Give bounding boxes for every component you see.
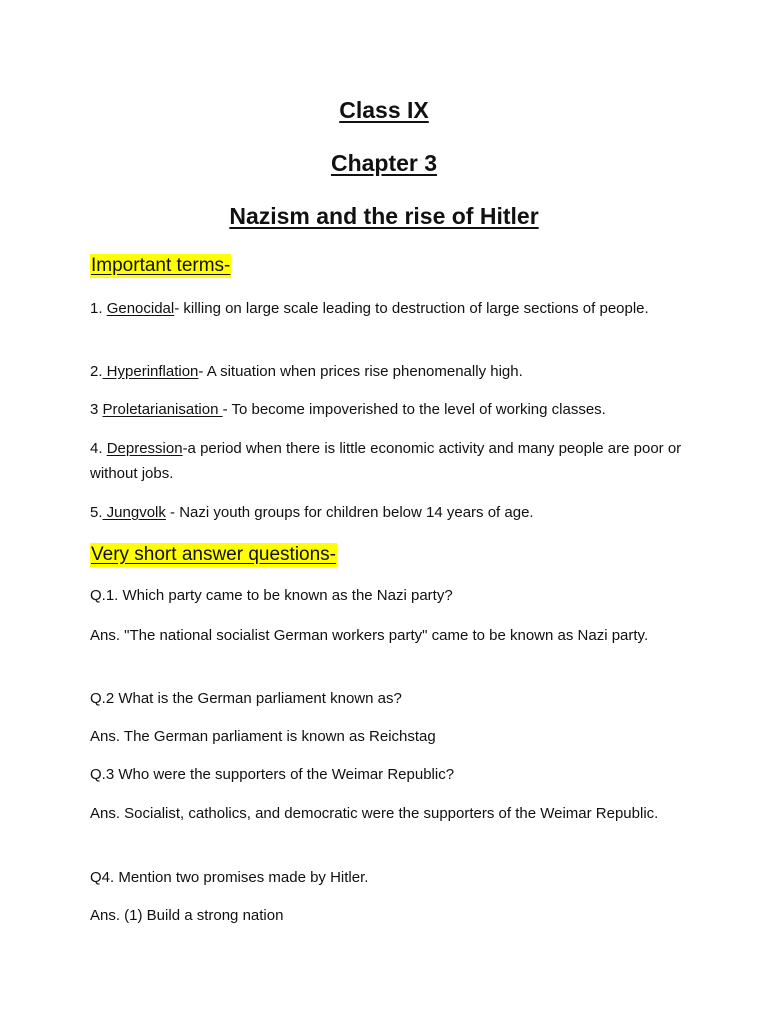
term-item (90, 296, 690, 321)
term-number: 4. (90, 440, 107, 457)
term-word: Hyperinflation (102, 363, 199, 380)
question-text: Q.1. Which party came to be known as the Nazi party? (90, 587, 453, 604)
term-definition: - To become impoverished to the level of working classes. (222, 401, 606, 418)
term-number: 2. (90, 363, 103, 380)
term-definition: -a period when there is little economic activity and many people are poor or without jobs. (90, 440, 682, 482)
term-word: Depression (106, 440, 183, 457)
important-terms-heading: Important terms- (91, 255, 231, 276)
term-item (90, 436, 690, 486)
answer-text: Ans. Socialist, catholics, and democratic were the supporters of the Weimar Republic. (90, 805, 659, 822)
term-number: 5. (90, 504, 103, 521)
question-text: Q.2 What is the German parliament known as? (90, 690, 402, 707)
question-text: Q4. Mention two promises made by Hitler. (90, 869, 369, 886)
short-answer-heading: Very short answer questions- (91, 544, 337, 565)
term-word: Jungvolk (102, 504, 166, 521)
answer-text: Ans. The German parliament is known as Reichstag (90, 728, 436, 745)
term-item (90, 397, 690, 422)
term-item (90, 500, 690, 525)
answer-text: Ans. (1) Build a strong nation (90, 907, 284, 924)
term-number: 1. (90, 300, 107, 317)
question-text: Q.3 Who were the supporters of the Weimar Republic? (90, 766, 455, 783)
class-title: Class IX (339, 97, 429, 123)
chapter-title: Nazism and the rise of Hitler (229, 203, 539, 229)
term-definition: - A situation when prices rise phenomenally high. (198, 363, 523, 380)
term-word: Proletarianisation (102, 401, 223, 418)
term-item (90, 359, 690, 384)
answer-text: Ans. "The national socialist German workers party" came to be known as Nazi party. (90, 627, 649, 644)
term-word: Genocidal (106, 300, 175, 317)
term-definition: - Nazi youth groups for children below 14 years of age. (165, 504, 534, 521)
chapter-number: Chapter 3 (330, 150, 438, 176)
term-definition: - killing on large scale leading to destruction of large sections of people. (174, 300, 649, 317)
term-number: 3 (90, 401, 103, 418)
